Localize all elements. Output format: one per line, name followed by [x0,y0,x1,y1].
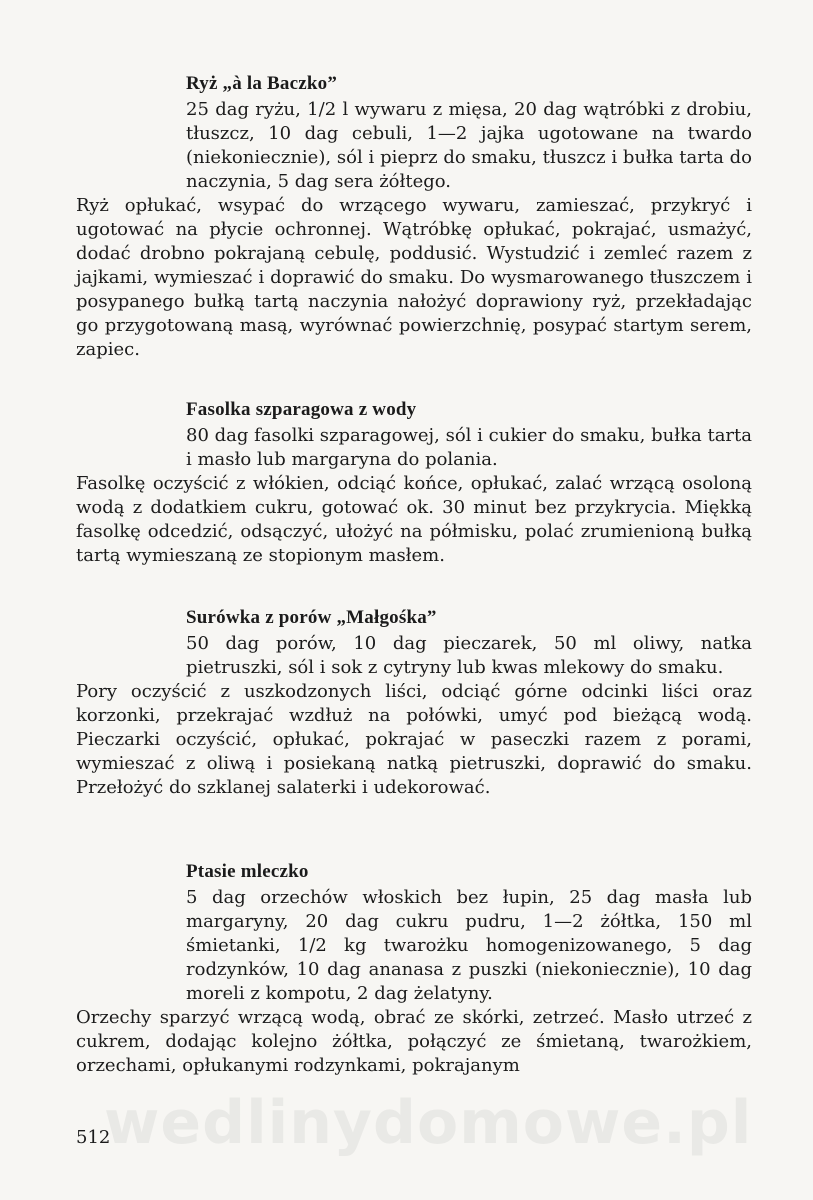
page-number: 512 [76,1127,111,1148]
recipe-ingredients: 5 dag orzechów włoskich bez łupin, 25 dag masła lub margaryny, 20 dag cukru pudru, 1—2 żółtka, 150 ml śmietanki, 1/2 kg twarożku homogenizowanego, 5 dag rodzynków, 10 dag ananasa z puszki (niekoniecznie), 10 dag moreli z kompotu, 2 dag żelatyny. [186,887,752,1004]
watermark: wedlinydomowe.pl [104,1088,753,1158]
recipe-method: Pory oczyścić z uszkodzonych liści, odciąć górne odcinki liści oraz korzonki, przekrajać wzdłuż na połówki, umyć pod bieżącą wodą. Pieczarki oczyścić, opłukać, pokrajać w paseczki razem z porami, wymieszać z oliwą i posiekaną natką pietruszki, doprawić do smaku. Przełożyć do szklanej salaterki i udekorować. [76,681,752,798]
recipe-ingredients: 80 dag fasolki szparagowej, sól i cukier do smaku, bułka tarta i masło lub margaryna do polania. [186,425,752,470]
recipe-method: Fasolkę oczyścić z włókien, odciąć końce, opłukać, zalać wrzącą osoloną wodą z dodatkiem cukru, gotować ok. 30 minut bez przykrycia. Miękką fasolkę odcedzić, odsączyć, ułożyć na półmisku, polać zrumienioną bułką tartą wymieszaną ze stopionym masłem. [76,473,752,566]
recipe-method: Ryż opłukać, wsypać do wrzącego wywaru, zamieszać, przykryć i ugotować na płycie ochronnej. Wątróbkę opłukać, pokrajać, usmażyć, dodać drobno pokrajaną cebulę, poddusić. Wystudzić i zemleć razem z jajkami, wymieszać i doprawić do smaku. Do wysmarowanego tłuszczem i posypanego bułką tartą naczynia nałożyć doprawiony ryż, przekładając go przygotowaną masą, wyrównać powierzchnię, posypać startym serem, zapiec. [76,195,752,360]
recipe-ingredients: 25 dag ryżu, 1/2 l wywaru z mięsa, 20 dag wątróbki z drobiu, tłuszcz, 10 dag cebuli, 1—2 jajka ugotowane na twardo (niekoniecznie), sól i pieprz do smaku, tłuszcz i bułka tarta do naczynia, 5 dag sera żółtego. [186,99,752,192]
recipe-title: Surówka z porów „Małgośka” [186,607,437,628]
recipe-title: Ryż „à la Baczko” [186,73,338,94]
recipe-title: Fasolka szparagowa z wody [186,399,417,420]
recipe-surowka-z-porow [76,606,752,800]
recipe-method: Orzechy sparzyć wrzącą wodą, obrać ze skórki, zetrzeć. Masło utrzeć z cukrem, dodając kolejno żółtka, połączyć ze śmietaną, twarożkiem, orzechami, opłukanymi rodzynkami, pokrajanym [76,1007,752,1076]
recipe-ryz-a-la-baczko [76,72,752,362]
recipe-ingredients: 50 dag porów, 10 dag pieczarek, 50 ml oliwy, natka pietruszki, sól i sok z cytryny lub kwas mlekowy do smaku. [186,633,752,678]
recipe-title: Ptasie mleczko [186,861,309,882]
recipe-ptasie-mleczko [76,860,752,1078]
recipe-fasolka-szparagowa [76,398,752,568]
